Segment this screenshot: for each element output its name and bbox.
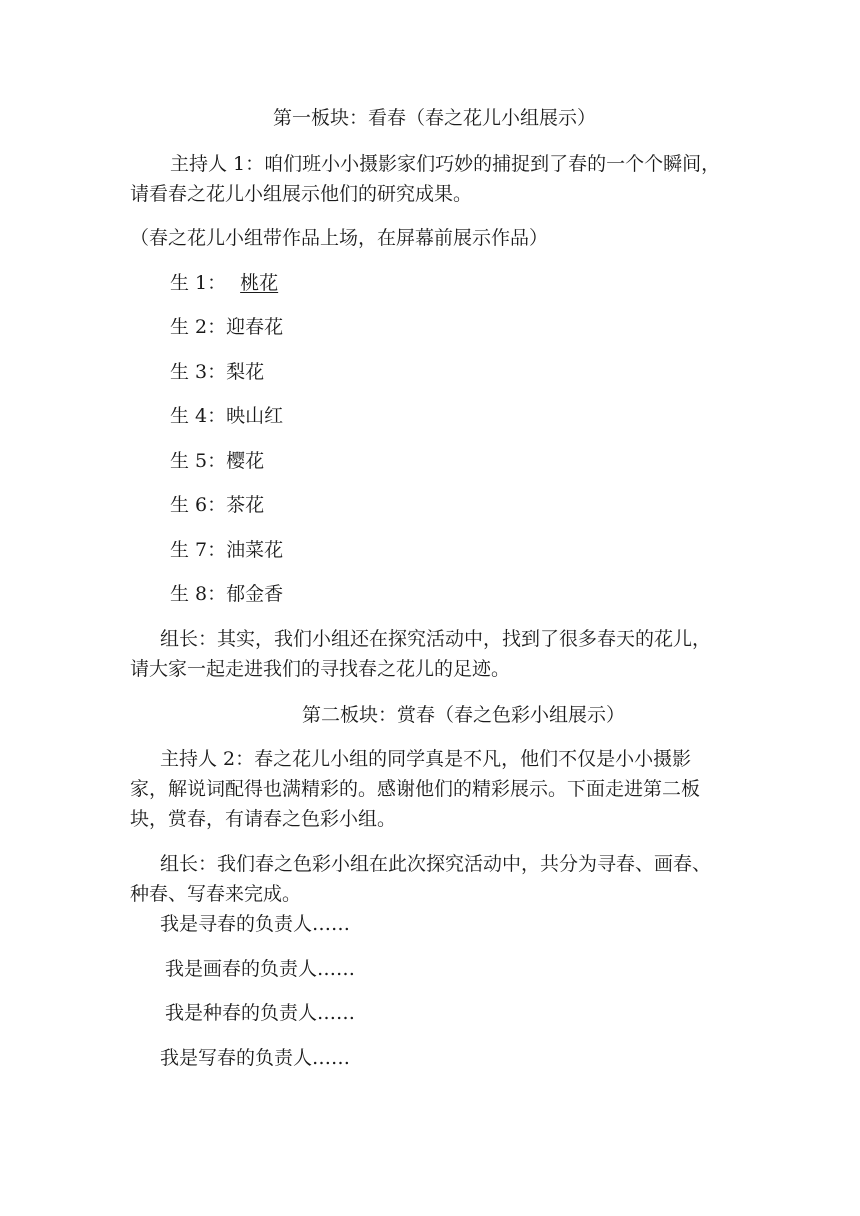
- student-flower: 迎春花: [226, 316, 284, 338]
- student-label: 生 2：: [170, 316, 227, 338]
- role-line-2: 我是画春的负责人……: [165, 958, 356, 980]
- section2-heading: 第二板块：赏春（春之色彩小组展示）: [302, 704, 626, 726]
- leader1-line2: 请大家一起走进我们的寻找春之花儿的足迹。: [130, 658, 511, 680]
- student-line-1: [170, 271, 278, 295]
- student-label: 生 7：: [170, 539, 227, 561]
- role-line-3: 我是种春的负责人……: [165, 1002, 356, 1024]
- host1-paragraph-line1: 主持人 1：咱们班小小摄影家们巧妙的捕捉到了春的一个个瞬间，: [170, 153, 721, 175]
- student-line-6: [170, 493, 264, 517]
- student-flower: 桃花: [240, 272, 279, 294]
- student-line-4: [170, 404, 283, 428]
- student-line-3: [170, 360, 264, 384]
- student-flower: 梨花: [226, 361, 265, 383]
- student-flower: 映山红: [226, 405, 284, 427]
- student-flower: 樱花: [226, 450, 265, 472]
- student-label: 生 6：: [170, 494, 227, 516]
- student-line-2: [170, 315, 283, 339]
- student-flower: 郁金香: [226, 583, 284, 605]
- role-line-1: 我是寻春的负责人……: [160, 913, 351, 935]
- student-label: 生 4：: [170, 405, 227, 427]
- stage-direction: （春之花儿小组带作品上场，在屏幕前展示作品）: [130, 227, 549, 249]
- section1-heading: 第一板块：看春（春之花儿小组展示）: [273, 107, 597, 129]
- student-line-8: [170, 582, 283, 606]
- student-line-5: [170, 449, 264, 473]
- student-label: 生 3：: [170, 361, 227, 383]
- role-line-4: 我是写春的负责人……: [160, 1047, 351, 1069]
- leader2-line2: 种春、写春来完成。: [130, 883, 302, 905]
- leader1-line1: 组长：其实，我们小组还在探究活动中，找到了很多春天的花儿，: [160, 628, 712, 650]
- student-label: 生 1：: [170, 272, 227, 294]
- student-label: 生 8：: [170, 583, 227, 605]
- student-line-7: [170, 538, 283, 562]
- student-flower: 油菜花: [226, 539, 284, 561]
- host2-line2: 家，解说词配得也满精彩的。感谢他们的精彩展示。下面走进第二板: [130, 778, 701, 800]
- host2-line3: 块，赏春，有请春之色彩小组。: [130, 808, 397, 830]
- host1-paragraph-line2: 请看春之花儿小组展示他们的研究成果。: [130, 183, 473, 205]
- student-label: 生 5：: [170, 450, 227, 472]
- student-flower: 茶花: [226, 494, 265, 516]
- leader2-line1: 组长：我们春之色彩小组在此次探究活动中，共分为寻春、画春、: [160, 853, 712, 875]
- host2-line1: 主持人 2：春之花儿小组的同学真是不凡，他们不仅是小小摄影: [160, 748, 692, 770]
